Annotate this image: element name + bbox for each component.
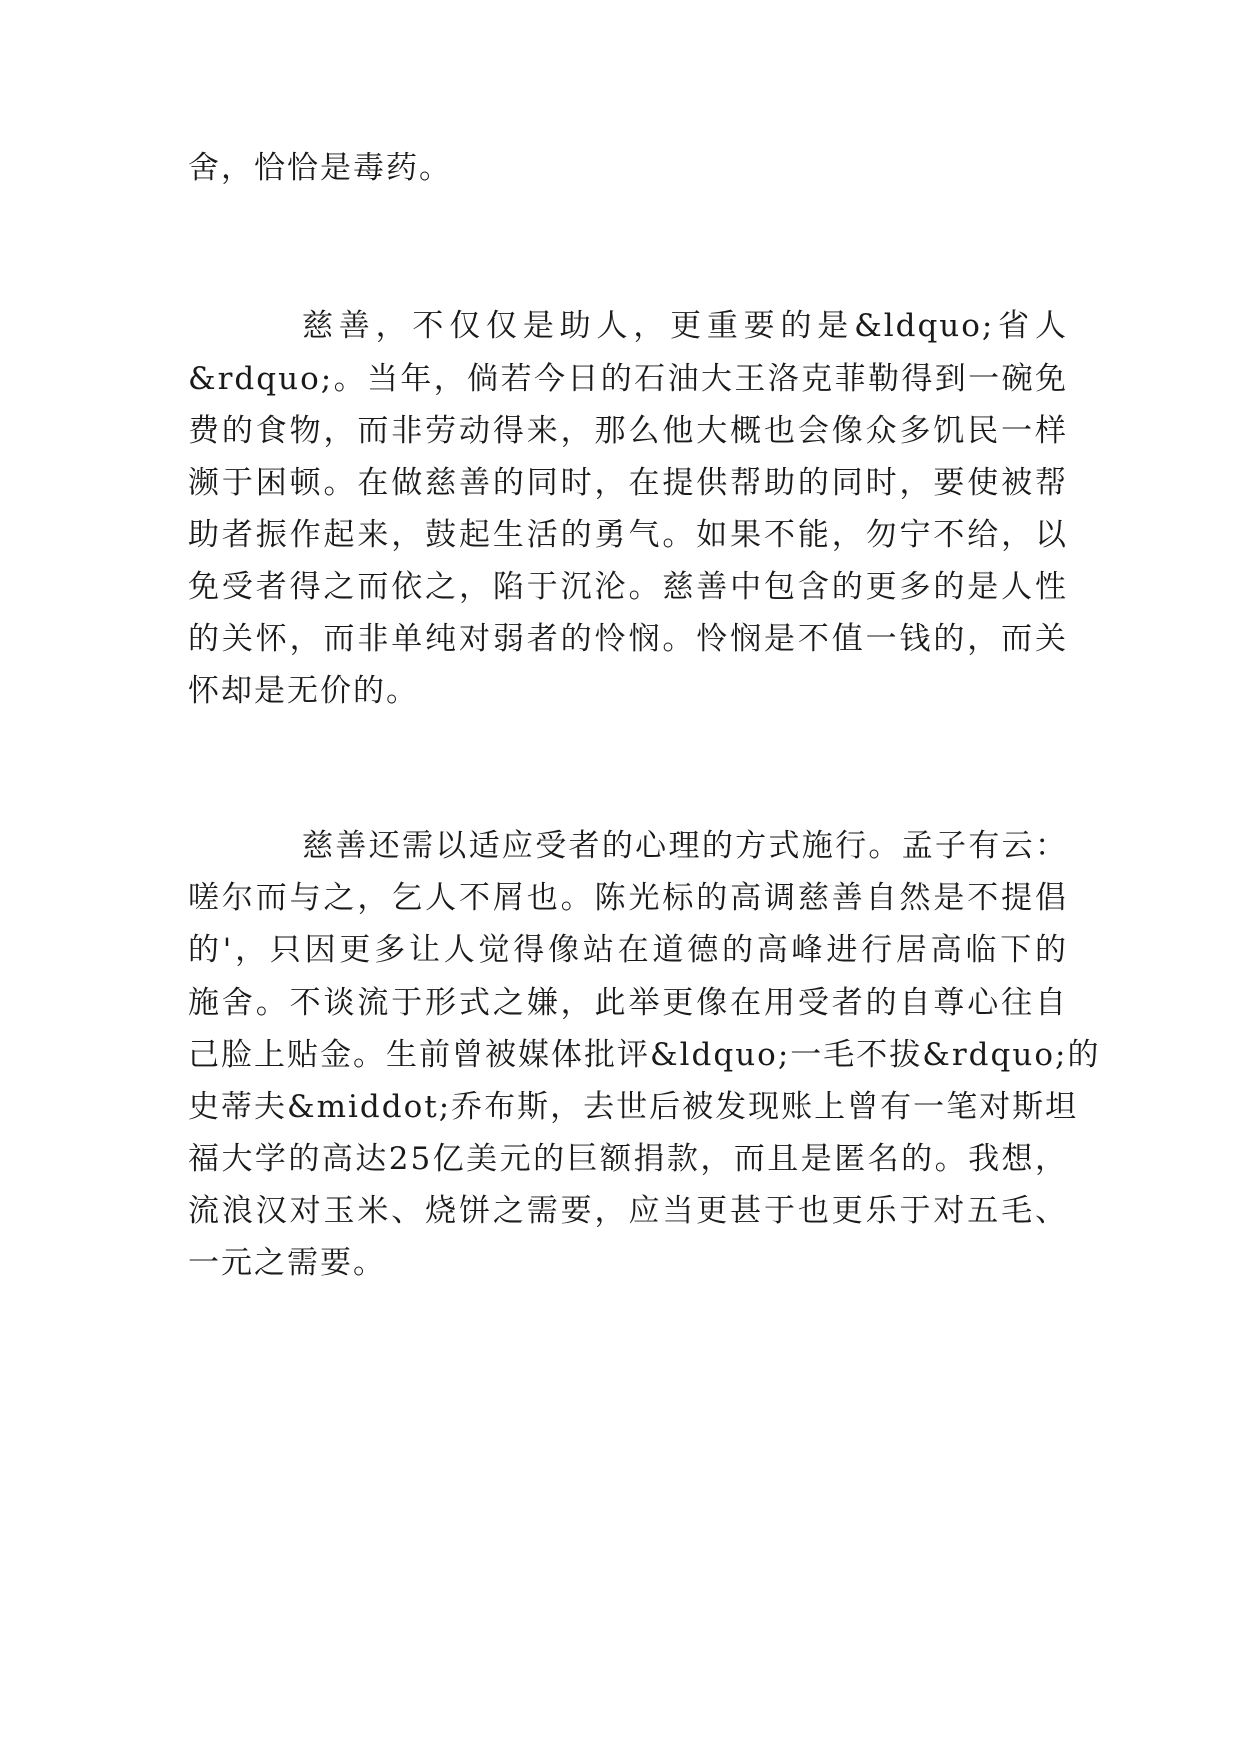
paragraph-2-line-5: 助者振作起来，鼓起生活的勇气。如果不能，勿宁不给，以 bbox=[188, 517, 1068, 553]
paragraph-3-line-2: 嗟尔而与之，乞人不屑也。陈光标的高调慈善自然是不提倡 bbox=[188, 880, 1068, 916]
paragraph-3-line-7: 福大学的高达25亿美元的巨额捐款，而且是匿名的。我想， bbox=[188, 1141, 1068, 1177]
paragraph-3-line-3: 的'，只因更多让人觉得像站在道德的高峰进行居高临下的 bbox=[188, 932, 1068, 968]
paragraph-3-line-1: 慈善还需以适应受者的心理的方式施行。孟子有云： bbox=[302, 828, 1068, 864]
paragraph-3-line-5: 己脸上贴金。生前曾被媒体批评&ldquo;一毛不拔&rdquo;的 bbox=[188, 1037, 1101, 1073]
paragraph-3-line-6: 史蒂夫&middot;乔布斯，去世后被发现账上曾有一笔对斯坦 bbox=[188, 1089, 1079, 1125]
paragraph-3-line-4: 施舍。不谈流于形式之嫌，此举更像在用受者的自尊心往自 bbox=[188, 985, 1068, 1021]
paragraph-2-line-7: 的关怀，而非单纯对弱者的怜悯。怜悯是不值一钱的，而关 bbox=[188, 621, 1068, 657]
paragraph-2-line-4: 濒于困顿。在做慈善的同时，在提供帮助的同时，要使被帮 bbox=[188, 465, 1068, 501]
paragraph-2-line-2: &rdquo;。当年，倘若今日的石油大王洛克菲勒得到一碗免 bbox=[188, 361, 1068, 397]
paragraph-2-line-8: 怀却是无价的。 bbox=[188, 673, 419, 709]
paragraph-3-line-9: 一元之需要。 bbox=[188, 1245, 386, 1281]
paragraph-2-line-6: 免受者得之而依之，陷于沉沦。慈善中包含的更多的是人性 bbox=[188, 569, 1068, 605]
paragraph-2-line-3: 费的食物，而非劳动得来，那么他大概也会像众多饥民一样 bbox=[188, 413, 1068, 449]
paragraph-3-line-8: 流浪汉对玉米、烧饼之需要，应当更甚于也更乐于对五毛、 bbox=[188, 1193, 1068, 1229]
paragraph-1-line-1: 舍，恰恰是毒药。 bbox=[188, 150, 452, 186]
paragraph-2-line-1: 慈善，不仅仅是助人，更重要的是&ldquo;省人 bbox=[302, 308, 1068, 344]
